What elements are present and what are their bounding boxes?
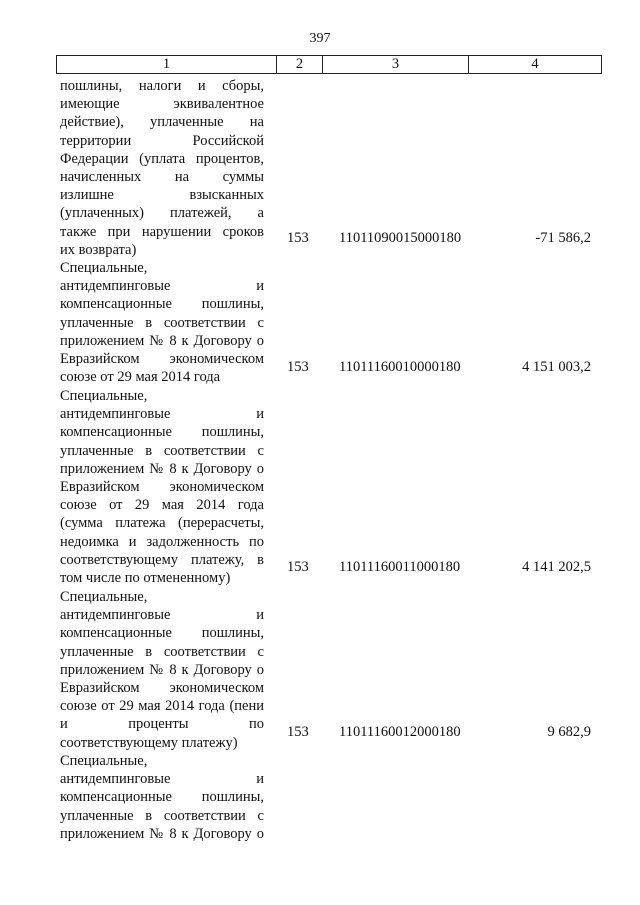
desc-line: компенсационные пошлины, <box>60 424 264 441</box>
desc-line: их возврата) <box>60 241 137 258</box>
desc-line: соответствующему платежу) <box>60 734 238 751</box>
row-amount: -71 586,2 <box>535 230 591 246</box>
desc-line: Специальные, <box>60 388 148 404</box>
desc-line: Специальные, <box>60 753 148 769</box>
desc-line: Евразийском экономическом <box>60 351 264 368</box>
desc-line: приложением № 8 к Договору о <box>60 661 264 678</box>
row-kbk: 11011160011000180 <box>339 559 461 575</box>
desc-line: приложением № 8 к Договору о <box>60 332 264 349</box>
desc-line: также при нарушении сроков <box>60 223 264 240</box>
desc-line: (уплаченных) платежей, а <box>60 205 264 222</box>
desc-line: уплаченные в соответствии с <box>60 643 264 660</box>
row-amount: 4 141 202,5 <box>522 559 591 575</box>
header-col-3: 3 <box>323 56 469 73</box>
row-code: 153 <box>287 559 309 575</box>
row-code: 153 <box>287 724 309 740</box>
row-description <box>60 259 264 386</box>
desc-line: Евразийском экономическом <box>60 680 264 697</box>
desc-line: действие), уплаченные на <box>60 114 264 131</box>
desc-line: недоимка и задолженность по <box>60 533 264 550</box>
desc-line: Специальные, <box>60 260 148 276</box>
desc-line: Федерации (уплата процентов, <box>60 150 264 167</box>
row-amount: 9 682,9 <box>547 724 591 740</box>
row-code: 153 <box>287 359 309 375</box>
row-description <box>60 752 264 843</box>
desc-line: имеющие эквивалентное <box>60 96 264 113</box>
desc-line: Специальные, <box>60 589 148 605</box>
row-kbk: 11011160012000180 <box>339 724 461 740</box>
row-kbk: 11011160010000180 <box>339 359 461 375</box>
header-col-4: 4 <box>531 56 539 72</box>
desc-line: том числе по отмененному) <box>60 570 231 587</box>
row-amount: 4 151 003,2 <box>522 359 591 375</box>
desc-line: соответствующему платежу, в <box>60 551 264 568</box>
table-header <box>56 55 602 74</box>
row-description <box>60 588 264 752</box>
desc-line: уплаченные в соответствии с <box>60 314 264 331</box>
desc-line: союзе от 29 мая 2014 года (пени <box>60 698 264 715</box>
row-code: 153 <box>287 230 309 246</box>
desc-line: и проценты по <box>60 716 264 733</box>
desc-line: союзе от 29 мая 2014 года <box>60 497 264 514</box>
page-number: 397 <box>309 31 331 46</box>
desc-line: уплаченные в соответствии с <box>60 807 264 824</box>
desc-line: излишне взысканных <box>60 187 264 204</box>
desc-line: антидемпинговые и <box>60 406 264 423</box>
desc-line: уплаченные в соответствии с <box>60 442 264 459</box>
desc-line: компенсационные пошлины, <box>60 296 264 313</box>
header-col-2: 2 <box>277 56 323 73</box>
desc-line: территории Российской <box>60 132 264 149</box>
row-description <box>60 387 264 587</box>
row-kbk: 11011090015000180 <box>339 230 462 246</box>
desc-line: союзе от 29 мая 2014 года <box>60 369 221 386</box>
desc-line: компенсационные пошлины, <box>60 625 264 642</box>
desc-line: антидемпинговые и <box>60 771 264 788</box>
desc-line: Евразийском экономическом <box>60 479 264 496</box>
row-description <box>60 77 264 259</box>
desc-line: компенсационные пошлины, <box>60 789 264 806</box>
desc-line: антидемпинговые и <box>60 607 264 624</box>
desc-line: (сумма платежа (перерасчеты, <box>60 515 264 532</box>
desc-line: начисленных на суммы <box>60 169 264 186</box>
header-col-1: 1 <box>57 56 277 73</box>
desc-line: приложением № 8 к Договору о <box>60 825 264 842</box>
desc-line: антидемпинговые и <box>60 278 264 295</box>
desc-line: приложением № 8 к Договору о <box>60 460 264 477</box>
desc-line: пошлины, налоги и сборы, <box>60 78 264 94</box>
